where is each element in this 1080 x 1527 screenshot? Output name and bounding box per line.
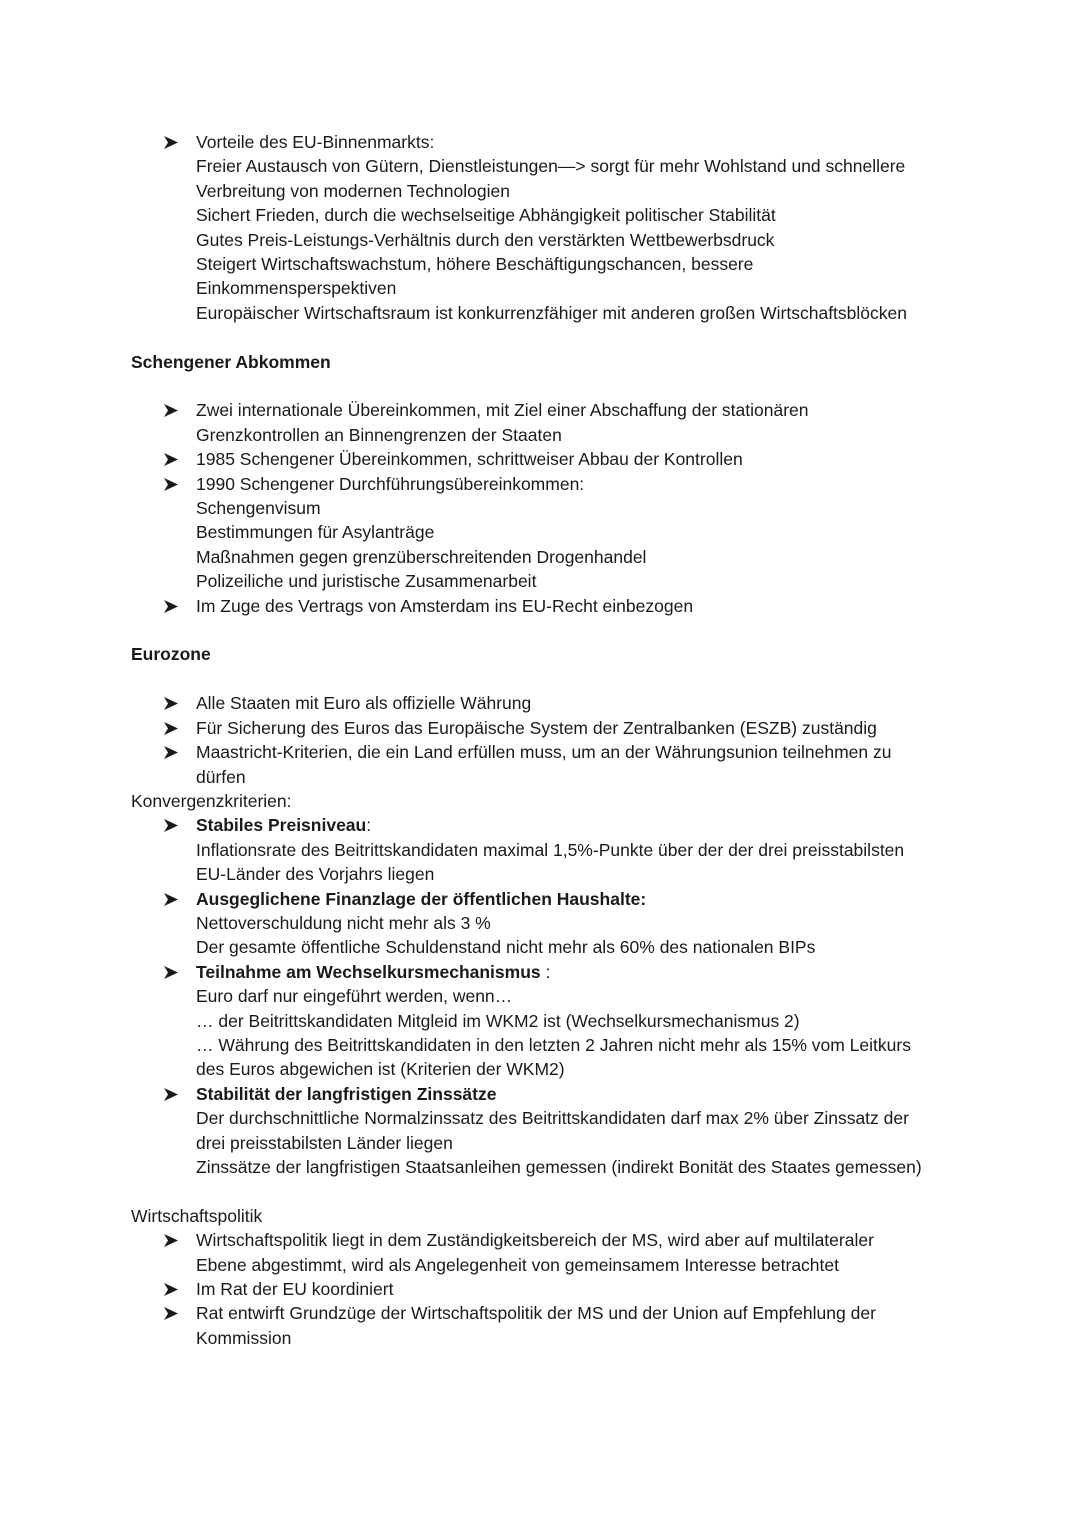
list-line: Grenzkontrollen an Binnengrenzen der Staaten (196, 424, 562, 445)
list-item (131, 447, 971, 471)
list-item (131, 472, 971, 594)
list-item (131, 740, 971, 789)
list-line: Einkommensperspektiven (196, 278, 397, 299)
list-line: Verbreitung von modernen Technologien (196, 180, 510, 201)
list-line: Alle Staaten mit Euro als offizielle Währung (196, 693, 532, 714)
list-line: Zinssätze der langfristigen Staatsanleihen gemessen (indirekt Bonität des Staates gemessen) (196, 1157, 922, 1177)
list-line: Steigert Wirtschaftswachstum, höhere Beschäftigungschancen, bessere (196, 254, 754, 275)
section-heading: Eurozone (131, 644, 211, 665)
list-item (131, 1277, 971, 1301)
list-line: Der durchschnittliche Normalzinssatz des Beitrittskandidaten darf max 2% über Zinssatz der (196, 1108, 909, 1129)
list-line: Wirtschaftspolitik liegt in dem Zuständigkeitsbereich der MS, wird aber auf multilateraler (196, 1230, 874, 1251)
section-binnenmarkt (131, 130, 971, 325)
list-line: Vorteile des EU-Binnenmarkts: (196, 132, 435, 152)
section-eurozone (131, 642, 971, 1179)
list-item (131, 691, 971, 715)
kriterium-title: Stabilität der langfristigen Zinssätze (196, 1083, 497, 1104)
arrowhead-bullet-icon (164, 1228, 182, 1252)
arrowhead-bullet-icon (164, 887, 182, 911)
list-line: Schengenvisum (196, 498, 321, 519)
arrowhead-bullet-icon (164, 398, 182, 422)
arrowhead-bullet-icon (164, 691, 182, 715)
kriterium-suffix: : (366, 815, 372, 836)
arrowhead-bullet-icon (164, 813, 182, 837)
list-line: Der gesamte öffentliche Schuldenstand nicht mehr als 60% des nationalen BIPs (196, 937, 816, 958)
arrowhead-bullet-icon (164, 1301, 182, 1325)
list-line: Im Zuge des Vertrags von Amsterdam ins EU-Recht einbezogen (196, 595, 694, 616)
list-item (131, 594, 971, 618)
list-line: Bestimmungen für Asylanträge (196, 522, 435, 543)
list-line: … der Beitrittskandidaten Mitgleid im WKM2 ist (Wechselkursmechanismus 2) (196, 1010, 800, 1031)
list-line: 1990 Schengener Durchführungsübereinkommen: (196, 473, 585, 494)
kriterium-title: Stabiles Preisniveau (196, 815, 367, 836)
section-schengen (131, 350, 971, 618)
kriterium-suffix: : (540, 961, 551, 982)
arrowhead-bullet-icon (164, 472, 182, 496)
arrowhead-bullet-icon (164, 716, 182, 740)
list-line: 1985 Schengener Übereinkommen, schrittweiser Abbau der Kontrollen (196, 449, 743, 470)
list-item (131, 716, 971, 740)
list-line: Maßnahmen gegen grenzüberschreitenden Drogenhandel (196, 546, 647, 567)
list-line: des Euros abgewichen ist (Kriterien der WKM2) (196, 1059, 565, 1080)
list-line: Rat entwirft Grundzüge der Wirtschaftspolitik der MS und der Union auf Empfehlung der (196, 1303, 876, 1324)
arrowhead-bullet-icon (164, 960, 182, 984)
kriterium-item (131, 1082, 971, 1180)
list-line: Ebene abgestimmt, wird als Angelegenheit von gemeinsamem Interesse betrachtet (196, 1254, 839, 1275)
document-page (131, 130, 971, 1350)
list-line: dürfen (196, 766, 246, 787)
kriterium-item (131, 887, 971, 960)
arrowhead-bullet-icon (164, 130, 182, 154)
kriterium-item (131, 960, 971, 1082)
list-item (131, 398, 971, 447)
arrowhead-bullet-icon (164, 740, 182, 764)
arrowhead-bullet-icon (164, 1277, 182, 1301)
list-line: Zwei internationale Übereinkommen, mit Ziel einer Abschaffung der stationären (196, 400, 809, 421)
arrowhead-bullet-icon (164, 447, 182, 471)
list-line: EU-Länder des Vorjahrs liegen (196, 864, 435, 885)
kriterium-item (131, 813, 971, 886)
list-line: Nettoverschuldung nicht mehr als 3 % (196, 912, 491, 933)
list-line: Polizeiliche und juristische Zusammenarbeit (196, 571, 537, 592)
list-line: Für Sicherung des Euros das Europäische System der Zentralbanken (ESZB) zuständig (196, 717, 877, 738)
list-line: Im Rat der EU koordiniert (196, 1279, 394, 1300)
list-line: … Währung des Beitrittskandidaten in den letzten 2 Jahren nicht mehr als 15% vom Leitkurs (196, 1034, 911, 1055)
section-heading: Wirtschaftspolitik (131, 1205, 263, 1226)
list-line: Europäischer Wirtschaftsraum ist konkurrenzfähiger mit anderen großen Wirtschaftsblöcken (196, 302, 907, 323)
list-item (131, 130, 971, 325)
arrowhead-bullet-icon (164, 594, 182, 618)
list-line: Sichert Frieden, durch die wechselseitige Abhängigkeit politischer Stabilität (196, 205, 776, 226)
list-line: Maastricht-Kriterien, die ein Land erfüllen muss, um an der Währungsunion teilnehmen zu (196, 742, 892, 763)
section-heading: Schengener Abkommen (131, 351, 331, 372)
section-wirtschaftspolitik (131, 1204, 971, 1350)
kriterium-title: Teilnahme am Wechselkursmechanismus (196, 961, 541, 982)
kriterium-title: Ausgeglichene Finanzlage der öffentlichen Haushalte: (196, 888, 647, 909)
konvergenz-label: Konvergenzkriterien: (131, 790, 292, 811)
list-line: Inflationsrate des Beitrittskandidaten maximal 1,5%-Punkte über der der drei preisstabilsten (196, 839, 905, 860)
arrowhead-bullet-icon (164, 1082, 182, 1106)
list-line: drei preisstabilsten Länder liegen (196, 1132, 453, 1153)
list-item (131, 1301, 971, 1350)
list-line: Gutes Preis-Leistungs-Verhältnis durch den verstärkten Wettbewerbsdruck (196, 229, 775, 250)
list-line: Euro darf nur eingeführt werden, wenn… (196, 986, 513, 1007)
list-item (131, 1228, 971, 1277)
list-line: Kommission (196, 1327, 292, 1348)
list-line: Freier Austausch von Gütern, Dienstleistungen—> sorgt für mehr Wohlstand und schnellere (196, 156, 906, 177)
